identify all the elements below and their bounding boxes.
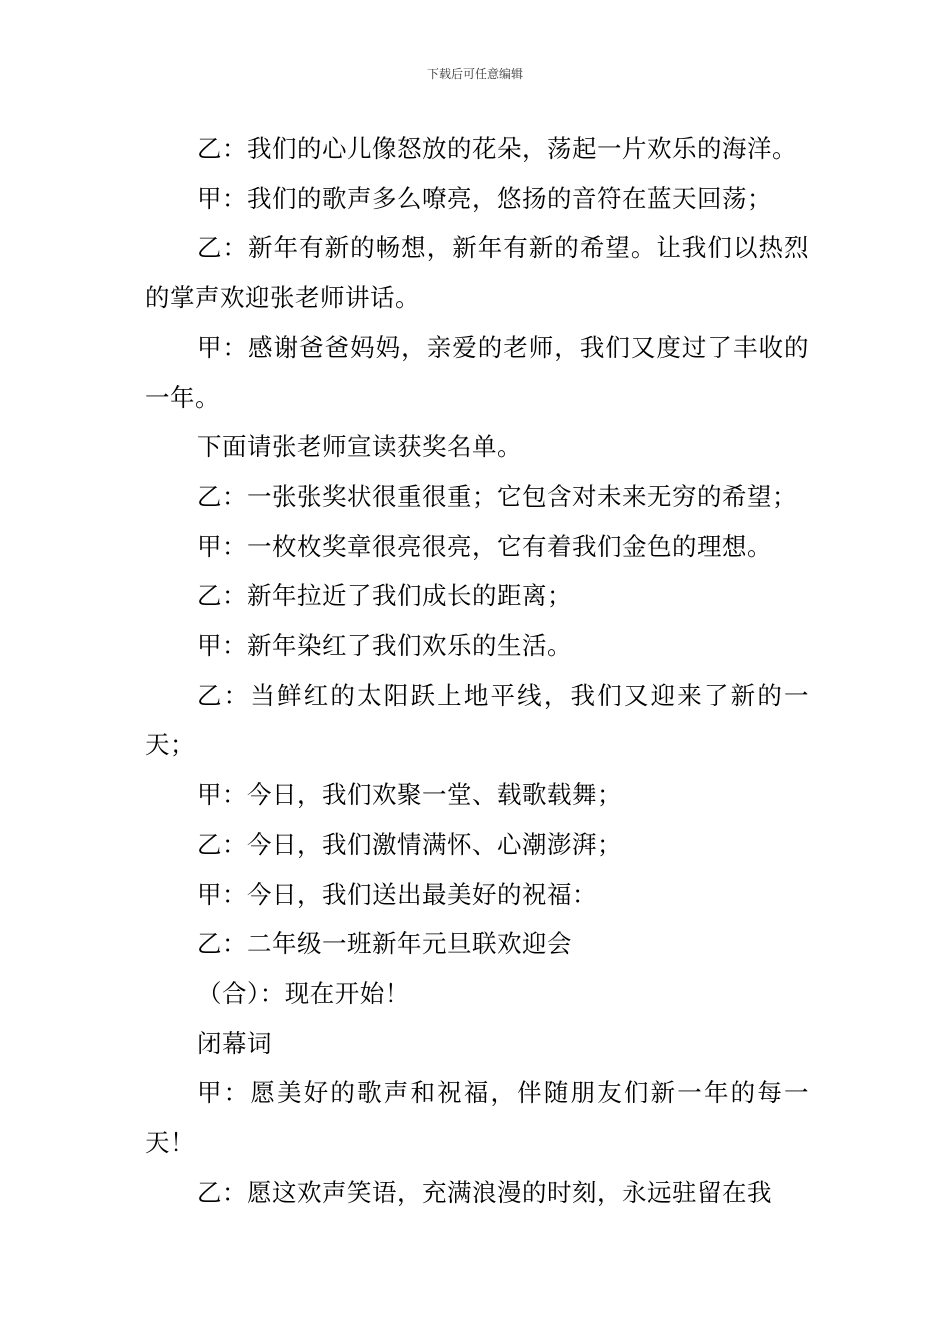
- paragraph: 甲：一枚枚奖章很亮很亮，它有着我们金色的理想。: [197, 531, 772, 561]
- paragraph: （合）：现在开始！: [197, 978, 410, 1008]
- paragraph: 甲：感谢爸爸妈妈，亲爱的老师，我们又度过了丰收的一年。: [145, 332, 809, 412]
- paragraph: 下面请张老师宣读获奖名单。: [197, 432, 522, 462]
- paragraph: 乙：今日，我们激情满怀、心潮澎湃；: [197, 829, 622, 859]
- paragraph: 乙：二年级一班新年元旦联欢迎会: [197, 929, 572, 959]
- paragraph: 乙：一张张奖状很重很重；它包含对未来无穷的希望；: [197, 481, 797, 511]
- paragraph: 甲：愿美好的歌声和祝福，伴随朋友们新一年的每一天！: [145, 1078, 809, 1158]
- document-body: [145, 124, 809, 1217]
- paragraph: 甲：今日，我们送出最美好的祝福：: [197, 879, 597, 909]
- paragraph: 甲：新年染红了我们欢乐的生活。: [197, 631, 572, 661]
- paragraph: 乙：我们的心儿像怒放的花朵，荡起一片欢乐的海洋。: [197, 134, 797, 163]
- paragraph: 乙：愿这欢声笑语，充满浪漫的时刻，永远驻留在我: [197, 1177, 772, 1207]
- paragraph: 甲：今日，我们欢聚一堂、载歌载舞；: [197, 780, 622, 810]
- paragraph: 乙：当鲜红的太阳跃上地平线，我们又迎来了新的一天；: [145, 680, 809, 760]
- paragraph: 乙：新年有新的畅想，新年有新的希望。让我们以热烈的掌声欢迎张老师讲话。: [145, 233, 809, 313]
- page-header: 下载后可任意编辑: [426, 67, 523, 81]
- paragraph: 乙：新年拉近了我们成长的距离；: [197, 581, 572, 611]
- paragraph: 甲：我们的歌声多么嘹亮，悠扬的音符在蓝天回荡；: [197, 183, 772, 213]
- section-heading: 闭幕词: [197, 1028, 272, 1058]
